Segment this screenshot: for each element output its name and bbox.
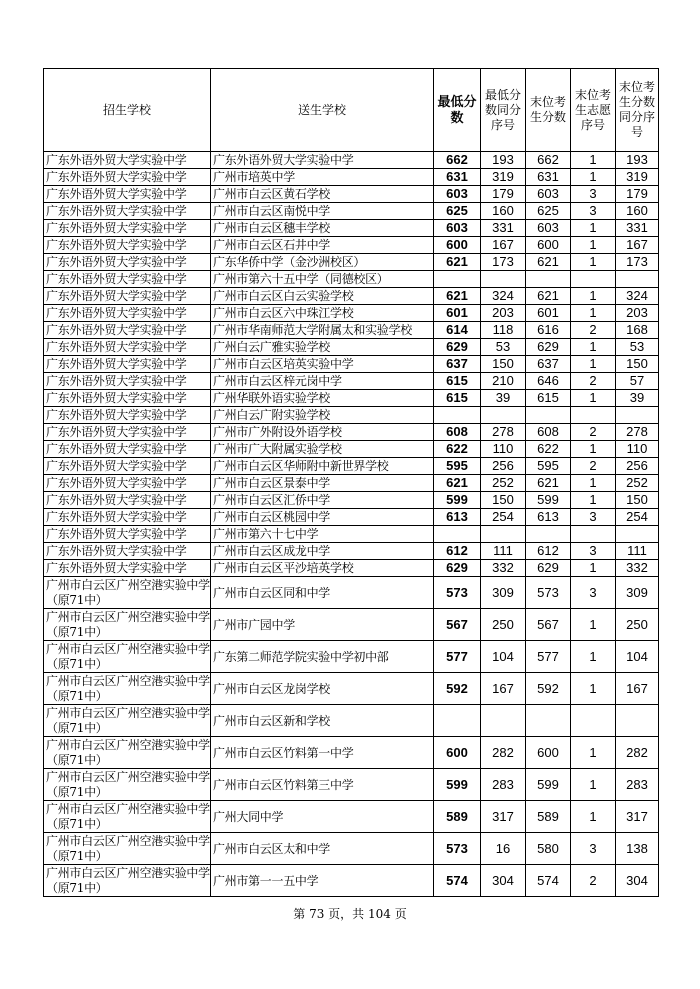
cell-min-score-rank: 331 bbox=[481, 220, 526, 237]
table-row bbox=[44, 458, 659, 475]
cell-last-score: 662 bbox=[526, 152, 571, 169]
cell-last-choice: 2 bbox=[571, 865, 616, 897]
header-last-rank: 末位考生分数同分序号 bbox=[616, 69, 659, 152]
cell-sending-school: 广州市华南师范大学附属太和实验学校 bbox=[211, 322, 434, 339]
cell-admitting-school: 广州市白云区广州空港实验中学（原71中） bbox=[44, 769, 211, 801]
cell-last-score: 577 bbox=[526, 641, 571, 673]
cell-last-choice: 1 bbox=[571, 475, 616, 492]
cell-last-rank: 179 bbox=[616, 186, 659, 203]
header-min-score-rank: 最低分数同分序号 bbox=[481, 69, 526, 152]
cell-last-choice: 1 bbox=[571, 673, 616, 705]
table-row bbox=[44, 288, 659, 305]
cell-last-score: 616 bbox=[526, 322, 571, 339]
cell-last-rank: 167 bbox=[616, 673, 659, 705]
cell-last-rank: 304 bbox=[616, 865, 659, 897]
cell-min-score: 595 bbox=[434, 458, 481, 475]
cell-min-score-rank: 309 bbox=[481, 577, 526, 609]
cell-last-score: 599 bbox=[526, 769, 571, 801]
cell-last-rank bbox=[616, 271, 659, 288]
cell-sending-school: 广东外语外贸大学实验中学 bbox=[211, 152, 434, 169]
cell-min-score: 625 bbox=[434, 203, 481, 220]
cell-min-score-rank: 252 bbox=[481, 475, 526, 492]
table-row bbox=[44, 203, 659, 220]
table-row bbox=[44, 390, 659, 407]
cell-last-score: 574 bbox=[526, 865, 571, 897]
cell-last-score bbox=[526, 407, 571, 424]
cell-last-rank: 250 bbox=[616, 609, 659, 641]
cell-last-rank: 167 bbox=[616, 237, 659, 254]
cell-admitting-school: 广州市白云区广州空港实验中学（原71中） bbox=[44, 705, 211, 737]
cell-min-score-rank: 278 bbox=[481, 424, 526, 441]
cell-sending-school: 广州市白云区竹料第三中学 bbox=[211, 769, 434, 801]
cell-last-choice: 3 bbox=[571, 543, 616, 560]
cell-last-score: 621 bbox=[526, 254, 571, 271]
table-row bbox=[44, 322, 659, 339]
cell-min-score: 573 bbox=[434, 833, 481, 865]
header-sending-school: 送生学校 bbox=[211, 69, 434, 152]
cell-last-rank: 150 bbox=[616, 356, 659, 373]
cell-last-choice: 3 bbox=[571, 203, 616, 220]
cell-min-score: 589 bbox=[434, 801, 481, 833]
cell-last-choice: 1 bbox=[571, 339, 616, 356]
table-row bbox=[44, 769, 659, 801]
cell-min-score-rank: 319 bbox=[481, 169, 526, 186]
cell-min-score-rank: 167 bbox=[481, 673, 526, 705]
cell-min-score-rank: 53 bbox=[481, 339, 526, 356]
cell-sending-school: 广州市广园中学 bbox=[211, 609, 434, 641]
table-row bbox=[44, 609, 659, 641]
table-row bbox=[44, 271, 659, 288]
cell-min-score-rank: 317 bbox=[481, 801, 526, 833]
cell-admitting-school: 广东外语外贸大学实验中学 bbox=[44, 186, 211, 203]
cell-min-score-rank: 250 bbox=[481, 609, 526, 641]
cell-last-rank: 160 bbox=[616, 203, 659, 220]
cell-last-choice: 2 bbox=[571, 322, 616, 339]
cell-sending-school: 广州市白云区平沙培英学校 bbox=[211, 560, 434, 577]
cell-min-score: 629 bbox=[434, 560, 481, 577]
cell-min-score bbox=[434, 407, 481, 424]
table-row bbox=[44, 186, 659, 203]
header-last-choice: 末位考生志愿序号 bbox=[571, 69, 616, 152]
cell-last-rank: 283 bbox=[616, 769, 659, 801]
table-row bbox=[44, 801, 659, 833]
cell-min-score-rank: 16 bbox=[481, 833, 526, 865]
cell-last-rank: 53 bbox=[616, 339, 659, 356]
cell-min-score-rank: 160 bbox=[481, 203, 526, 220]
cell-min-score: 573 bbox=[434, 577, 481, 609]
cell-min-score: 600 bbox=[434, 237, 481, 254]
cell-last-rank bbox=[616, 705, 659, 737]
cell-last-rank: 111 bbox=[616, 543, 659, 560]
cell-last-rank: 319 bbox=[616, 169, 659, 186]
cell-admitting-school: 广州市白云区广州空港实验中学（原71中） bbox=[44, 673, 211, 705]
cell-min-score: 600 bbox=[434, 737, 481, 769]
cell-admitting-school: 广东外语外贸大学实验中学 bbox=[44, 441, 211, 458]
cell-admitting-school: 广东外语外贸大学实验中学 bbox=[44, 203, 211, 220]
cell-admitting-school: 广东外语外贸大学实验中学 bbox=[44, 543, 211, 560]
cell-sending-school: 广州市白云区白云实验学校 bbox=[211, 288, 434, 305]
cell-sending-school: 广州市白云区石井中学 bbox=[211, 237, 434, 254]
cell-min-score-rank: 110 bbox=[481, 441, 526, 458]
cell-last-choice: 3 bbox=[571, 509, 616, 526]
cell-admitting-school: 广州市白云区广州空港实验中学（原71中） bbox=[44, 609, 211, 641]
table-row bbox=[44, 373, 659, 390]
cell-min-score-rank: 283 bbox=[481, 769, 526, 801]
header-min-score: 最低分数 bbox=[434, 69, 481, 152]
cell-last-rank: 331 bbox=[616, 220, 659, 237]
table-row bbox=[44, 865, 659, 897]
cell-last-choice: 1 bbox=[571, 220, 616, 237]
cell-last-score: 567 bbox=[526, 609, 571, 641]
cell-sending-school: 广州市白云区竹料第一中学 bbox=[211, 737, 434, 769]
cell-min-score: 603 bbox=[434, 186, 481, 203]
cell-admitting-school: 广东外语外贸大学实验中学 bbox=[44, 339, 211, 356]
cell-min-score-rank bbox=[481, 271, 526, 288]
cell-sending-school: 广州市白云区华师附中新世界学校 bbox=[211, 458, 434, 475]
cell-last-score: 622 bbox=[526, 441, 571, 458]
admission-score-table bbox=[43, 68, 659, 897]
cell-min-score bbox=[434, 526, 481, 543]
cell-min-score-rank bbox=[481, 526, 526, 543]
cell-min-score: 614 bbox=[434, 322, 481, 339]
cell-last-choice: 1 bbox=[571, 169, 616, 186]
cell-last-choice: 1 bbox=[571, 492, 616, 509]
table-row bbox=[44, 407, 659, 424]
cell-last-rank: 150 bbox=[616, 492, 659, 509]
cell-sending-school: 广州市白云区景泰中学 bbox=[211, 475, 434, 492]
cell-min-score: 599 bbox=[434, 492, 481, 509]
cell-min-score: 613 bbox=[434, 509, 481, 526]
cell-admitting-school: 广州市白云区广州空港实验中学（原71中） bbox=[44, 865, 211, 897]
cell-last-choice bbox=[571, 407, 616, 424]
table-row bbox=[44, 641, 659, 673]
cell-admitting-school: 广东外语外贸大学实验中学 bbox=[44, 169, 211, 186]
cell-sending-school: 广州市第一一五中学 bbox=[211, 865, 434, 897]
cell-last-score: 629 bbox=[526, 560, 571, 577]
cell-last-choice: 1 bbox=[571, 801, 616, 833]
cell-last-choice: 1 bbox=[571, 237, 616, 254]
cell-last-rank: 254 bbox=[616, 509, 659, 526]
table-row bbox=[44, 356, 659, 373]
cell-last-rank: 193 bbox=[616, 152, 659, 169]
cell-last-choice: 1 bbox=[571, 441, 616, 458]
cell-last-score bbox=[526, 705, 571, 737]
cell-min-score: 629 bbox=[434, 339, 481, 356]
cell-last-rank: 317 bbox=[616, 801, 659, 833]
cell-min-score-rank: 150 bbox=[481, 492, 526, 509]
table-row bbox=[44, 705, 659, 737]
cell-last-choice: 2 bbox=[571, 424, 616, 441]
cell-admitting-school: 广东外语外贸大学实验中学 bbox=[44, 390, 211, 407]
cell-last-choice: 2 bbox=[571, 373, 616, 390]
cell-last-rank: 282 bbox=[616, 737, 659, 769]
cell-last-choice: 1 bbox=[571, 288, 616, 305]
cell-last-rank: 173 bbox=[616, 254, 659, 271]
cell-last-choice bbox=[571, 271, 616, 288]
cell-last-choice: 3 bbox=[571, 186, 616, 203]
cell-min-score: 615 bbox=[434, 373, 481, 390]
table-row bbox=[44, 441, 659, 458]
cell-last-choice: 1 bbox=[571, 152, 616, 169]
cell-admitting-school: 广州市白云区广州空港实验中学（原71中） bbox=[44, 801, 211, 833]
cell-sending-school: 广州市白云区新和学校 bbox=[211, 705, 434, 737]
cell-sending-school: 广州白云广附实验学校 bbox=[211, 407, 434, 424]
cell-sending-school: 广东第二师范学院实验中学初中部 bbox=[211, 641, 434, 673]
table-row bbox=[44, 237, 659, 254]
cell-last-score bbox=[526, 271, 571, 288]
cell-last-rank: 203 bbox=[616, 305, 659, 322]
page-footer: 第 73 页，共 104 页 bbox=[293, 907, 407, 921]
cell-sending-school: 广东华侨中学（金沙洲校区） bbox=[211, 254, 434, 271]
cell-admitting-school: 广州市白云区广州空港实验中学（原71中） bbox=[44, 737, 211, 769]
cell-min-score: 615 bbox=[434, 390, 481, 407]
cell-last-choice bbox=[571, 705, 616, 737]
cell-min-score-rank: 150 bbox=[481, 356, 526, 373]
table-row bbox=[44, 543, 659, 560]
table-row bbox=[44, 220, 659, 237]
table-row bbox=[44, 339, 659, 356]
cell-min-score-rank bbox=[481, 705, 526, 737]
cell-admitting-school: 广东外语外贸大学实验中学 bbox=[44, 220, 211, 237]
cell-sending-school: 广州大同中学 bbox=[211, 801, 434, 833]
cell-min-score-rank: 193 bbox=[481, 152, 526, 169]
cell-sending-school: 广州市白云区同和中学 bbox=[211, 577, 434, 609]
cell-sending-school: 广州市白云区梓元岗中学 bbox=[211, 373, 434, 390]
table-row bbox=[44, 305, 659, 322]
cell-last-choice bbox=[571, 526, 616, 543]
cell-admitting-school: 广东外语外贸大学实验中学 bbox=[44, 424, 211, 441]
cell-min-score bbox=[434, 705, 481, 737]
cell-min-score-rank: 111 bbox=[481, 543, 526, 560]
cell-sending-school: 广州市第六十五中学（同德校区） bbox=[211, 271, 434, 288]
cell-last-score: 595 bbox=[526, 458, 571, 475]
cell-sending-school: 广州市白云区南悦中学 bbox=[211, 203, 434, 220]
cell-last-rank: 39 bbox=[616, 390, 659, 407]
cell-admitting-school: 广东外语外贸大学实验中学 bbox=[44, 475, 211, 492]
table-row bbox=[44, 475, 659, 492]
cell-admitting-school: 广东外语外贸大学实验中学 bbox=[44, 305, 211, 322]
cell-last-score: 592 bbox=[526, 673, 571, 705]
cell-admitting-school: 广东外语外贸大学实验中学 bbox=[44, 271, 211, 288]
cell-last-rank: 309 bbox=[616, 577, 659, 609]
cell-min-score-rank: 256 bbox=[481, 458, 526, 475]
table-header-row bbox=[44, 69, 659, 152]
cell-min-score: 662 bbox=[434, 152, 481, 169]
cell-last-score: 600 bbox=[526, 737, 571, 769]
cell-min-score-rank bbox=[481, 407, 526, 424]
cell-last-rank: 252 bbox=[616, 475, 659, 492]
cell-last-choice: 1 bbox=[571, 737, 616, 769]
cell-last-rank bbox=[616, 407, 659, 424]
cell-admitting-school: 广东外语外贸大学实验中学 bbox=[44, 458, 211, 475]
cell-last-choice: 3 bbox=[571, 577, 616, 609]
cell-min-score-rank: 282 bbox=[481, 737, 526, 769]
cell-last-score: 615 bbox=[526, 390, 571, 407]
cell-admitting-school: 广州市白云区广州空港实验中学（原71中） bbox=[44, 577, 211, 609]
cell-last-score: 621 bbox=[526, 475, 571, 492]
cell-admitting-school: 广州市白云区广州空港实验中学（原71中） bbox=[44, 833, 211, 865]
table-row bbox=[44, 673, 659, 705]
cell-sending-school: 广州市白云区穗丰学校 bbox=[211, 220, 434, 237]
table-row bbox=[44, 577, 659, 609]
cell-last-rank: 168 bbox=[616, 322, 659, 339]
cell-min-score-rank: 167 bbox=[481, 237, 526, 254]
table-row bbox=[44, 492, 659, 509]
cell-admitting-school: 广东外语外贸大学实验中学 bbox=[44, 509, 211, 526]
cell-sending-school: 广州白云广雅实验学校 bbox=[211, 339, 434, 356]
cell-last-score: 603 bbox=[526, 220, 571, 237]
cell-admitting-school: 广东外语外贸大学实验中学 bbox=[44, 492, 211, 509]
cell-min-score-rank: 203 bbox=[481, 305, 526, 322]
cell-last-score: 580 bbox=[526, 833, 571, 865]
cell-last-choice: 2 bbox=[571, 458, 616, 475]
cell-min-score: 621 bbox=[434, 254, 481, 271]
cell-min-score: 621 bbox=[434, 288, 481, 305]
cell-last-score: 629 bbox=[526, 339, 571, 356]
cell-last-score: 608 bbox=[526, 424, 571, 441]
cell-admitting-school: 广东外语外贸大学实验中学 bbox=[44, 356, 211, 373]
cell-last-score: 625 bbox=[526, 203, 571, 220]
table-row bbox=[44, 509, 659, 526]
cell-last-score bbox=[526, 526, 571, 543]
cell-min-score: 608 bbox=[434, 424, 481, 441]
cell-last-choice: 1 bbox=[571, 641, 616, 673]
header-admitting-school: 招生学校 bbox=[44, 69, 211, 152]
cell-admitting-school: 广东外语外贸大学实验中学 bbox=[44, 152, 211, 169]
cell-last-score: 601 bbox=[526, 305, 571, 322]
cell-min-score-rank: 254 bbox=[481, 509, 526, 526]
cell-last-choice: 1 bbox=[571, 305, 616, 322]
cell-last-rank: 324 bbox=[616, 288, 659, 305]
table-row bbox=[44, 526, 659, 543]
cell-min-score-rank: 179 bbox=[481, 186, 526, 203]
table-row bbox=[44, 152, 659, 169]
table-row bbox=[44, 424, 659, 441]
cell-sending-school: 广州市白云区培英实验中学 bbox=[211, 356, 434, 373]
cell-min-score-rank: 304 bbox=[481, 865, 526, 897]
cell-last-choice: 1 bbox=[571, 560, 616, 577]
cell-admitting-school: 广东外语外贸大学实验中学 bbox=[44, 288, 211, 305]
cell-last-rank bbox=[616, 526, 659, 543]
cell-sending-school: 广州市白云区黄石学校 bbox=[211, 186, 434, 203]
cell-min-score: 622 bbox=[434, 441, 481, 458]
cell-sending-school: 广州市白云区桃园中学 bbox=[211, 509, 434, 526]
cell-last-score: 613 bbox=[526, 509, 571, 526]
cell-last-score: 573 bbox=[526, 577, 571, 609]
cell-min-score: 637 bbox=[434, 356, 481, 373]
cell-admitting-school: 广东外语外贸大学实验中学 bbox=[44, 254, 211, 271]
cell-admitting-school: 广东外语外贸大学实验中学 bbox=[44, 526, 211, 543]
cell-last-score: 621 bbox=[526, 288, 571, 305]
cell-last-rank: 278 bbox=[616, 424, 659, 441]
header-last-score: 末位考生分数 bbox=[526, 69, 571, 152]
cell-sending-school: 广州市第六十七中学 bbox=[211, 526, 434, 543]
cell-sending-school: 广州市白云区六中珠江学校 bbox=[211, 305, 434, 322]
cell-min-score-rank: 332 bbox=[481, 560, 526, 577]
cell-last-rank: 332 bbox=[616, 560, 659, 577]
cell-sending-school: 广州市白云区成龙中学 bbox=[211, 543, 434, 560]
cell-last-score: 637 bbox=[526, 356, 571, 373]
cell-sending-school: 广州市培英中学 bbox=[211, 169, 434, 186]
table-row bbox=[44, 169, 659, 186]
cell-admitting-school: 广东外语外贸大学实验中学 bbox=[44, 237, 211, 254]
cell-min-score-rank: 173 bbox=[481, 254, 526, 271]
table-row bbox=[44, 833, 659, 865]
cell-last-score: 646 bbox=[526, 373, 571, 390]
cell-min-score: 612 bbox=[434, 543, 481, 560]
cell-last-choice: 1 bbox=[571, 390, 616, 407]
cell-last-score: 600 bbox=[526, 237, 571, 254]
cell-last-rank: 138 bbox=[616, 833, 659, 865]
cell-last-choice: 3 bbox=[571, 833, 616, 865]
cell-min-score-rank: 39 bbox=[481, 390, 526, 407]
cell-last-choice: 1 bbox=[571, 769, 616, 801]
cell-last-rank: 57 bbox=[616, 373, 659, 390]
cell-min-score-rank: 118 bbox=[481, 322, 526, 339]
cell-last-rank: 110 bbox=[616, 441, 659, 458]
cell-min-score: 592 bbox=[434, 673, 481, 705]
cell-min-score-rank: 324 bbox=[481, 288, 526, 305]
cell-min-score: 599 bbox=[434, 769, 481, 801]
cell-sending-school: 广州华联外语实验学校 bbox=[211, 390, 434, 407]
cell-admitting-school: 广东外语外贸大学实验中学 bbox=[44, 322, 211, 339]
cell-sending-school: 广州市广大附属实验学校 bbox=[211, 441, 434, 458]
cell-min-score: 567 bbox=[434, 609, 481, 641]
table-row bbox=[44, 254, 659, 271]
cell-min-score: 574 bbox=[434, 865, 481, 897]
cell-last-score: 599 bbox=[526, 492, 571, 509]
cell-last-choice: 1 bbox=[571, 254, 616, 271]
table-row bbox=[44, 737, 659, 769]
table-row bbox=[44, 560, 659, 577]
cell-last-score: 603 bbox=[526, 186, 571, 203]
cell-min-score: 603 bbox=[434, 220, 481, 237]
cell-min-score-rank: 210 bbox=[481, 373, 526, 390]
cell-sending-school: 广州市白云区太和中学 bbox=[211, 833, 434, 865]
cell-min-score: 621 bbox=[434, 475, 481, 492]
cell-admitting-school: 广东外语外贸大学实验中学 bbox=[44, 407, 211, 424]
cell-sending-school: 广州市白云区龙岗学校 bbox=[211, 673, 434, 705]
cell-sending-school: 广州市广外附设外语学校 bbox=[211, 424, 434, 441]
cell-last-score: 631 bbox=[526, 169, 571, 186]
cell-min-score-rank: 104 bbox=[481, 641, 526, 673]
cell-min-score: 577 bbox=[434, 641, 481, 673]
cell-min-score: 631 bbox=[434, 169, 481, 186]
cell-admitting-school: 广东外语外贸大学实验中学 bbox=[44, 560, 211, 577]
cell-admitting-school: 广州市白云区广州空港实验中学（原71中） bbox=[44, 641, 211, 673]
cell-last-score: 612 bbox=[526, 543, 571, 560]
cell-last-rank: 256 bbox=[616, 458, 659, 475]
cell-min-score bbox=[434, 271, 481, 288]
cell-admitting-school: 广东外语外贸大学实验中学 bbox=[44, 373, 211, 390]
cell-min-score: 601 bbox=[434, 305, 481, 322]
cell-last-score: 589 bbox=[526, 801, 571, 833]
cell-last-choice: 1 bbox=[571, 609, 616, 641]
cell-sending-school: 广州市白云区汇侨中学 bbox=[211, 492, 434, 509]
cell-last-rank: 104 bbox=[616, 641, 659, 673]
cell-last-choice: 1 bbox=[571, 356, 616, 373]
